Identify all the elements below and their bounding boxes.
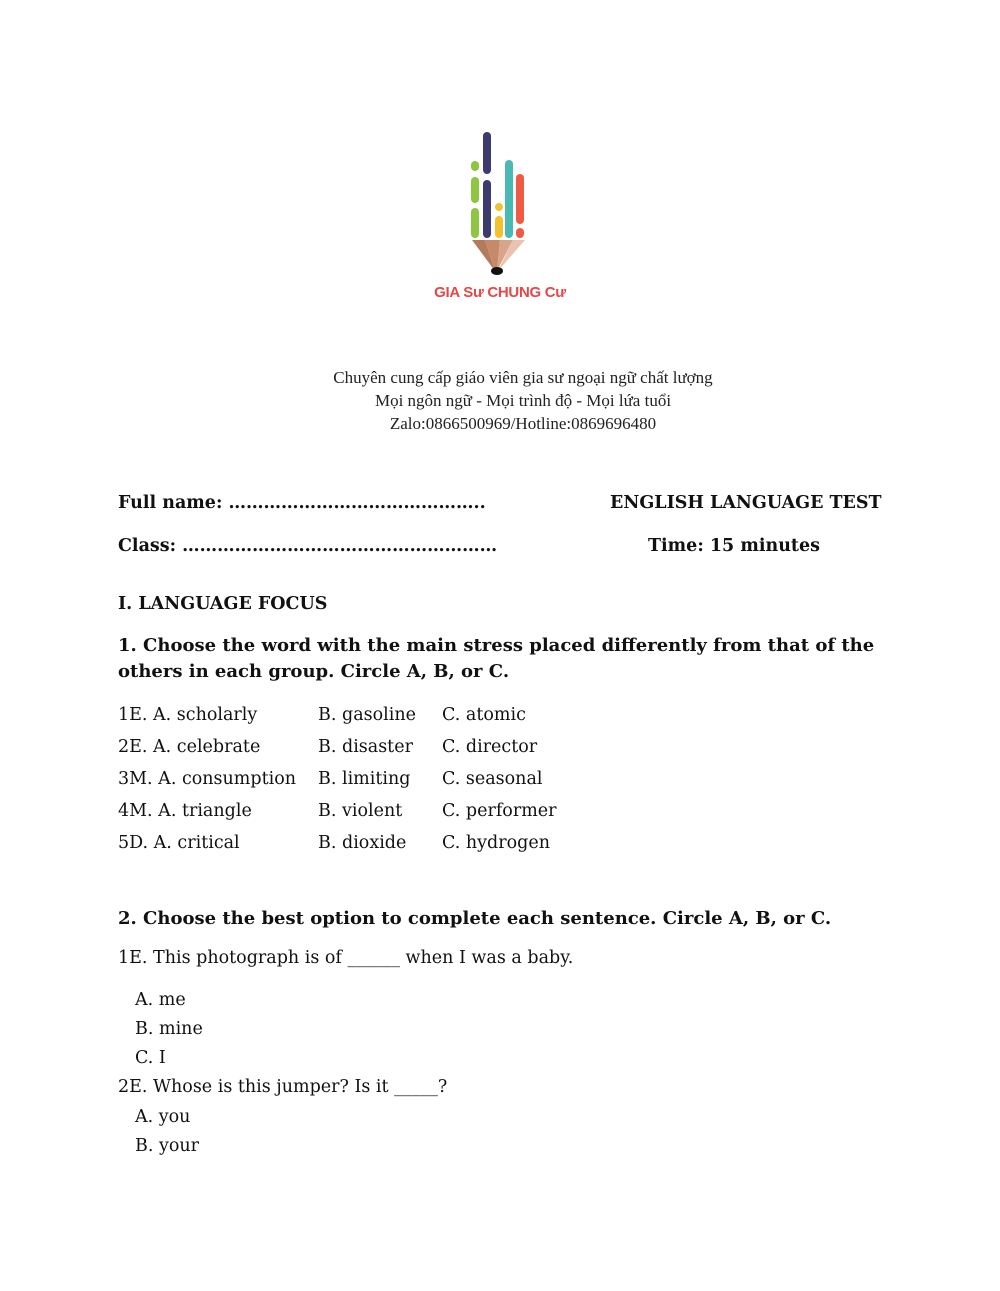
option-a: 1E. A. scholarly <box>118 705 258 725</box>
option-b: B. gasoline <box>318 705 416 725</box>
full-name-field: Full name: …………………………………….. <box>118 493 486 513</box>
logo-text: GIA Sư CHUNG Cư <box>434 284 566 301</box>
answer-option: A. me <box>135 990 186 1010</box>
pencil-logo-icon <box>415 128 585 278</box>
option-b: B. violent <box>318 801 403 821</box>
section-title: I. LANGUAGE FOCUS <box>118 594 328 614</box>
time-limit: Time: 15 minutes <box>648 536 821 556</box>
test-title: ENGLISH LANGUAGE TEST <box>610 493 882 513</box>
info-line-1: Chuyên cung cấp giáo viên gia sư ngoại ngữ chất lượng <box>333 368 713 387</box>
option-c: C. performer <box>442 801 557 821</box>
class-field: Class: ……………………………………………… <box>118 536 498 556</box>
option-c: C. atomic <box>442 705 526 725</box>
option-c: C. hydrogen <box>442 833 550 853</box>
option-b: B. limiting <box>318 769 411 789</box>
option-a: 2E. A. celebrate <box>118 737 261 757</box>
option-a: 4M. A. triangle <box>118 801 252 821</box>
option-b: B. dioxide <box>318 833 407 853</box>
part2-instruction: 2. Choose the best option to complete each sentence. Circle A, B, or C. <box>118 908 832 929</box>
option-c: C. director <box>442 737 538 757</box>
answer-option: B. your <box>135 1136 200 1156</box>
answer-option: C. I <box>135 1048 166 1068</box>
option-a: 5D. A. critical <box>118 833 240 853</box>
logo <box>415 128 585 308</box>
option-b: B. disaster <box>318 737 413 757</box>
option-a: 3M. A. consumption <box>118 769 297 789</box>
option-c: C. seasonal <box>442 769 543 789</box>
part1-instruction: 1. Choose the word with the main stress placed differently from that of the others in each group. Circle A, B, or C. <box>118 635 875 682</box>
info-line-3: Zalo:0866500969/Hotline:0869696480 <box>389 414 657 433</box>
info-line-2: Mọi ngôn ngữ - Mọi trình độ - Mọi lứa tuổi <box>374 391 672 410</box>
answer-option: A. you <box>135 1107 191 1127</box>
question-1-stem: 1E. This photograph is of ______ when I was a baby. <box>118 948 574 968</box>
question-2-stem: 2E. Whose is this jumper? Is it _____? <box>118 1077 448 1097</box>
answer-option: B. mine <box>135 1019 203 1039</box>
